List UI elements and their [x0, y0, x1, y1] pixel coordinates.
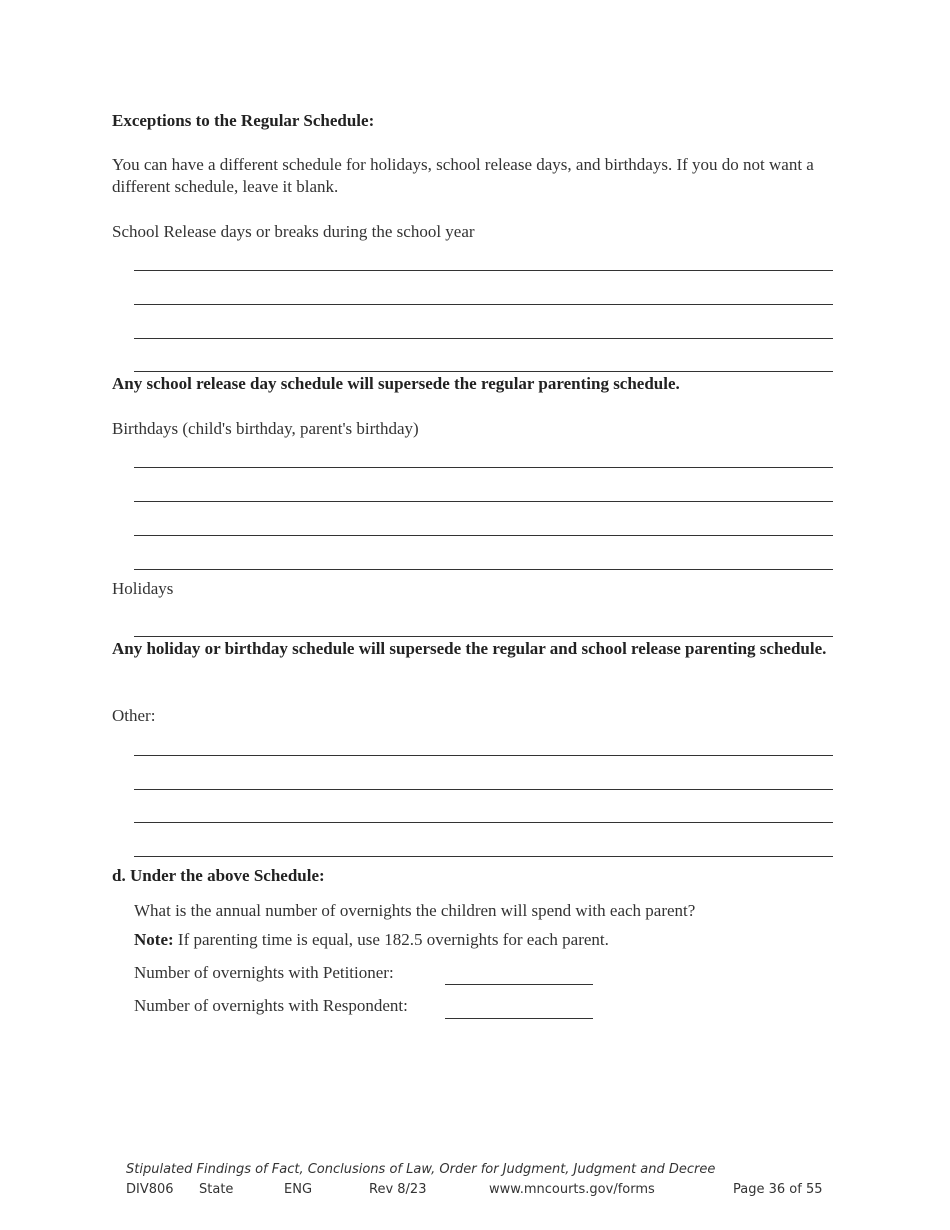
petitioner-overnights-underline	[445, 984, 593, 985]
birthdays-line-3[interactable]	[134, 535, 833, 536]
school-release-note: Any school release day schedule will supersede the regular parenting schedule.	[112, 374, 680, 393]
birthdays-line-1[interactable]	[134, 467, 833, 468]
note-text: If parenting time is equal, use 182.5 overnights for each parent.	[173, 930, 609, 949]
footer-title: Stipulated Findings of Fact, Conclusions of Law, Order for Judgment, Judgment and Decree	[126, 1162, 716, 1177]
section-heading: Exceptions to the Regular Schedule:	[112, 111, 375, 130]
holidays-line-1[interactable]	[134, 636, 833, 637]
intro-text: You can have a different schedule for holidays, school release days, and birthdays. If you do not want a different schedule, leave it blank.	[112, 155, 814, 196]
overnights-note	[134, 929, 609, 951]
note-label: Note:	[134, 930, 174, 949]
respondent-overnights-label: Number of overnights with Respondent:	[134, 996, 408, 1015]
other-label: Other:	[112, 706, 156, 725]
respondent-overnights-field[interactable]	[445, 995, 593, 1017]
school-release-label: School Release days or breaks during the school year	[112, 222, 475, 241]
footer-url[interactable]: www.mncourts.gov/forms	[489, 1182, 655, 1197]
birthdays-line-4[interactable]	[134, 569, 833, 570]
petitioner-overnights-field[interactable]	[445, 962, 593, 984]
school-release-line-2[interactable]	[134, 304, 833, 305]
other-line-4[interactable]	[134, 856, 833, 857]
footer-jurisdiction: State	[199, 1182, 234, 1197]
schedule-d-heading: d. Under the above Schedule:	[112, 866, 325, 885]
other-line-1[interactable]	[134, 755, 833, 756]
petitioner-overnights-label: Number of overnights with Petitioner:	[134, 963, 394, 982]
school-release-line-4[interactable]	[134, 371, 833, 372]
footer-revision: Rev 8/23	[369, 1182, 427, 1197]
school-release-line-3[interactable]	[134, 338, 833, 339]
footer-language: ENG	[284, 1182, 313, 1197]
respondent-overnights-underline	[445, 1018, 593, 1019]
overnights-question: What is the annual number of overnights the children will spend with each parent?	[134, 901, 696, 920]
birthdays-line-2[interactable]	[134, 501, 833, 502]
birthdays-label: Birthdays (child's birthday, parent's birthday)	[112, 419, 419, 438]
footer-form-id: DIV806	[126, 1182, 174, 1197]
holidays-label: Holidays	[112, 579, 174, 598]
footer-page-number: Page 36 of 55	[733, 1182, 823, 1197]
other-line-2[interactable]	[134, 789, 833, 790]
holidays-note: Any holiday or birthday schedule will supersede the regular and school release parenting schedule.	[112, 639, 827, 658]
school-release-line-1[interactable]	[134, 270, 833, 271]
other-line-3[interactable]	[134, 822, 833, 823]
